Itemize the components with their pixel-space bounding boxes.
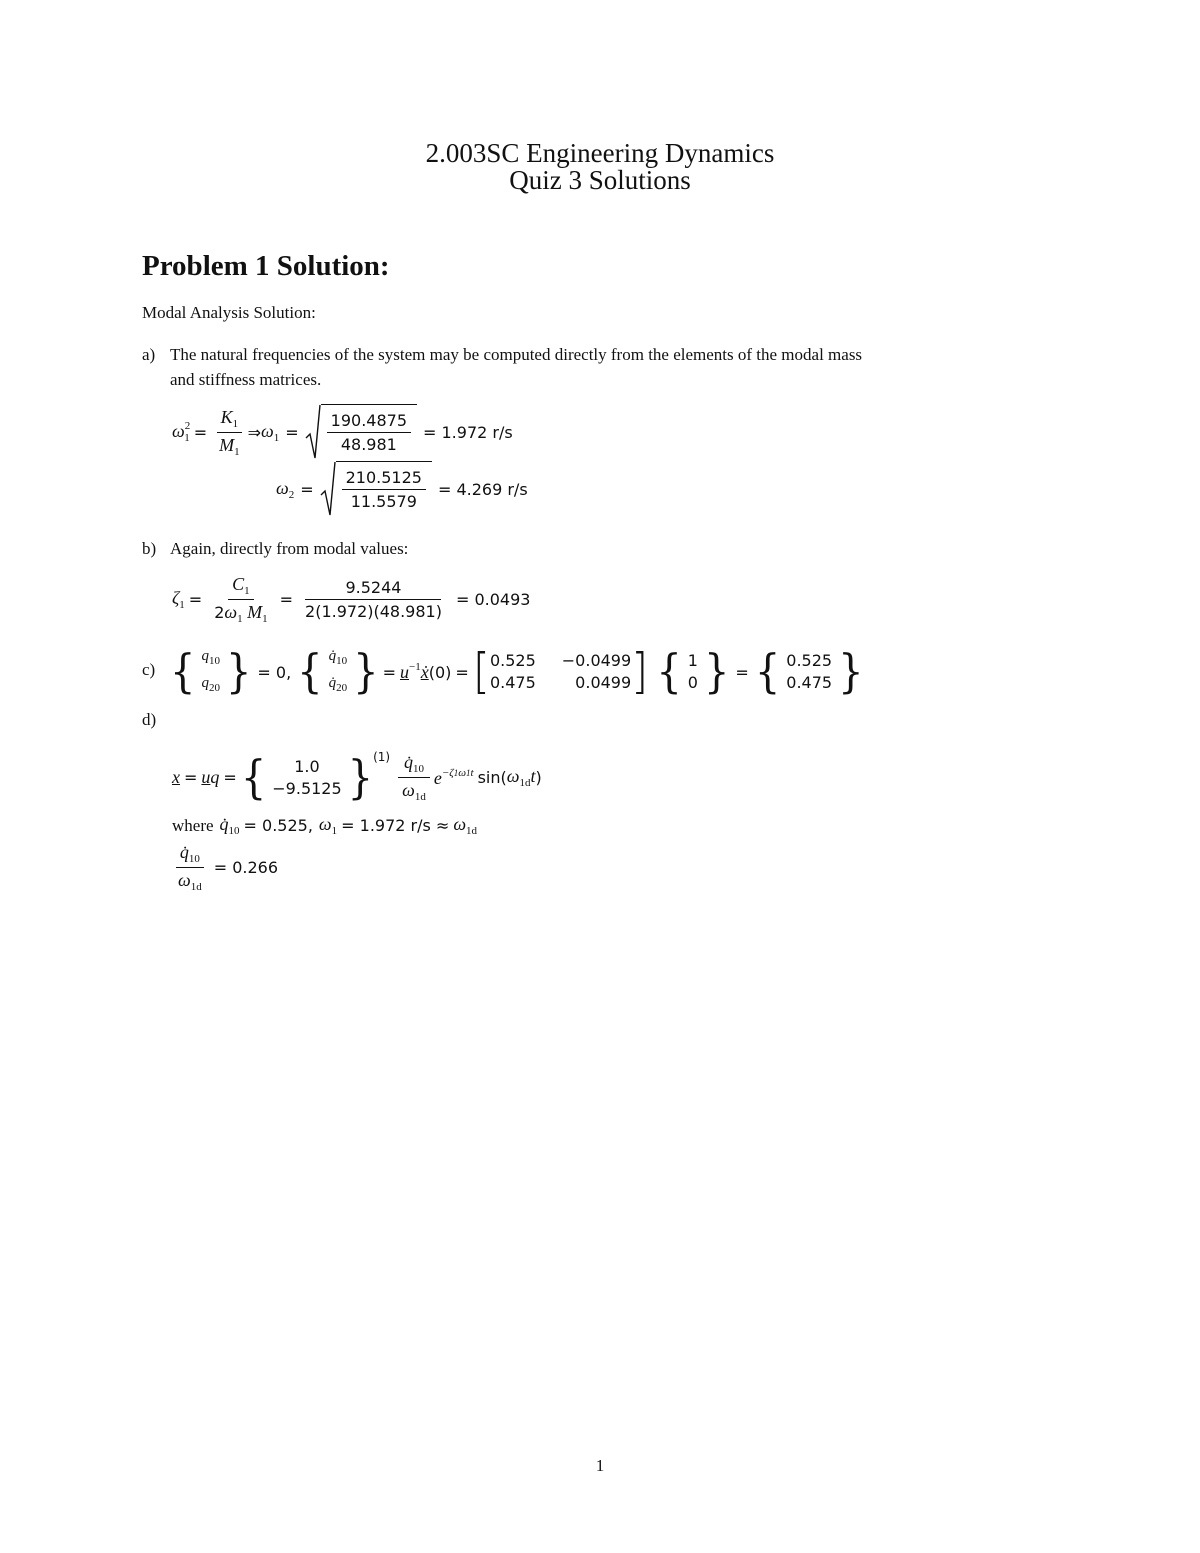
matrix-12: −0.0499	[561, 651, 632, 670]
mode-vector-bottom: −9.5125	[272, 778, 342, 798]
result-top: 0.525	[786, 651, 833, 670]
zeta-result: = 0.0493	[455, 590, 531, 609]
omega1-value: = 1.972 r/s ≈	[341, 816, 450, 835]
ratio-result: = 0.266	[213, 858, 279, 877]
part-b-label: b)	[142, 539, 157, 558]
mode-vector-top: 1.0	[294, 756, 320, 776]
part-a-text-line2: and stiffness matrices.	[170, 370, 322, 389]
sqrt-omega1	[305, 404, 417, 460]
where-text: where	[172, 815, 214, 835]
title-line-1: 2.003SC Engineering Dynamics	[425, 138, 775, 168]
part-a-text-line1: The natural frequencies of the system may be computed directly from the elements of the modal mass	[170, 345, 863, 364]
m1-value: 48.981	[340, 435, 397, 454]
k1-value: 190.4875	[327, 411, 411, 433]
m2-value: 11.5579	[350, 492, 417, 511]
page-number: 1	[595, 1456, 605, 1475]
omega1-equation: $\omega^2_1$ = $\frac{K_1}{M_1}$ ⇒ $\omega_1$ = $\frac{190.4875}{48.981}$ = 1.972 r/s	[172, 404, 513, 460]
part-d-equation: x = uq = { 1.0 −9.5125 } (1) $\frac{q̇_{10}}{\omega_{1d}}$ $e^{-\zeta 1\omega 1t}$ sin( $\omega_{1d}t$ )	[172, 750, 542, 804]
subheading: Modal Analysis Solution:	[142, 303, 316, 322]
zeta-numerator: 9.5244	[305, 578, 441, 600]
part-d-label: d)	[142, 710, 157, 729]
result-bottom: 0.475	[786, 673, 833, 692]
part-b-text: Again, directly from modal values:	[170, 539, 409, 558]
matrix-21: 0.475	[489, 673, 536, 692]
part-c-label: c)	[142, 660, 156, 679]
omega1-result: = 1.972 r/s	[423, 422, 513, 442]
k1-over-m1: $\frac{K_1}{M_1}$	[215, 407, 244, 458]
title-line-2: Quiz 3 Solutions	[509, 165, 691, 195]
part-c-equation: { $q_{10}$ $q_{20}$ } = 0, { $q̇_{10}$ $q̇_{20}$ } = $u^{-1}ẋ$ (0) = [ 0.525 −0.0499 0.475 0.0499 ] { 1 0 } = { 0.525 0.475 }	[170, 643, 864, 700]
matrix-11: 0.525	[489, 651, 536, 670]
sqrt-omega2	[320, 461, 432, 517]
omega2-result: = 4.269 r/s	[437, 479, 528, 499]
vector-top: 1	[687, 651, 698, 670]
where-line: where $q̇_{10}$ = 0.525, $\omega_1$ = 1.972 r/s ≈ $\omega_{1d}$	[172, 814, 478, 837]
mode-superscript: (1)	[373, 750, 391, 764]
vector-bottom: 0	[687, 673, 698, 692]
zeta1-equation: $\zeta_1$ = $\frac{C_1}{2\omega_1 M_1}$ = $\frac{9.5244}{2(1.972)(48.981)}$ = 0.0493	[172, 574, 531, 625]
q-zero: = 0,	[257, 662, 292, 682]
omega2-equation: $\omega_2$ = $\frac{210.5125}{11.5579}$ = 4.269 r/s	[276, 461, 528, 517]
part-a-label: a)	[142, 345, 156, 364]
ratio-equation: $\frac{q̇_{10}}{\omega_{1d}}$ = 0.266	[170, 842, 278, 893]
matrix-22: 0.0499	[575, 673, 632, 692]
k2-value: 210.5125	[342, 468, 426, 490]
problem-heading: Problem 1 Solution:	[142, 250, 390, 282]
zeta-denominator: 2(1.972)(48.981)	[305, 602, 442, 621]
q10-dot-value: = 0.525,	[243, 816, 313, 835]
